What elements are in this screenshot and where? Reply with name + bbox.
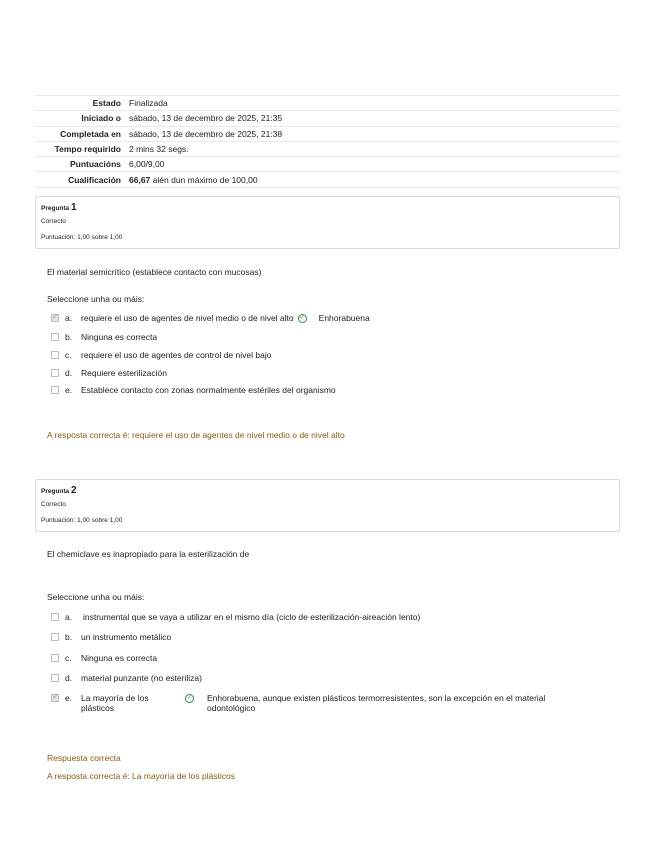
checkbox-icon[interactable] xyxy=(51,674,59,682)
question-2-prompt: Seleccione unha ou máis: xyxy=(47,592,145,602)
question-1-prompt: Seleccione unha ou máis: xyxy=(47,294,145,304)
option-text-line: La mayoría de los xyxy=(81,693,149,703)
feedback-line: odontológico xyxy=(207,703,256,713)
summary-label: Puntuacións xyxy=(35,157,129,172)
summary-row-state xyxy=(35,96,620,111)
question-number xyxy=(41,485,77,496)
grade-value: 66,67 xyxy=(129,174,151,185)
option-letter: d. xyxy=(65,673,73,683)
question-label: Pregunta xyxy=(41,205,70,212)
summary-value: 6,00/9,00 xyxy=(129,157,620,172)
summary-row-marks xyxy=(35,157,620,172)
question-1-info xyxy=(35,196,620,249)
summary-value: Finalizada xyxy=(129,96,620,111)
question-2-text: El chemiclave es inapropiado para la esterilización de xyxy=(47,549,250,559)
feedback-line: Enhorabuena, aunque existen plásticos termorresistentes, son la excepción en el material xyxy=(207,693,546,703)
summary-row-completed xyxy=(35,126,620,141)
checkbox-icon[interactable] xyxy=(51,369,59,377)
option-text: Establece contacto con zonas normalmente estériles del organismo xyxy=(81,385,336,395)
summary-label: Iniciado o xyxy=(35,111,129,126)
summary-value: sábado, 13 de decembro de 2025, 21:35 xyxy=(129,111,620,126)
option-text: requiere el uso de agentes de control de nivel bajo xyxy=(81,350,272,360)
checkbox-icon[interactable] xyxy=(51,386,59,394)
summary-label: Estado xyxy=(35,96,129,111)
question-grade: Puntuación: 1,00 sobre 1,00 xyxy=(41,234,123,241)
summary-value: 2 mins 32 segs. xyxy=(129,141,620,156)
question-label: Pregunta xyxy=(41,488,70,495)
grade-max: alén dun máximo de 100,00 xyxy=(152,174,258,185)
correct-circle-icon: ✓ xyxy=(299,315,305,322)
correct-circle-icon: ✓ xyxy=(186,695,193,701)
option-text: Ninguna es correcta xyxy=(81,653,158,663)
option-text: Requiere esterilización xyxy=(81,368,167,378)
option-letter: d. xyxy=(65,368,73,378)
option-text: instrumental que se vaya a utilizar en el mismo día (ciclo de esterilización-aireación lento) xyxy=(83,612,421,622)
option-letter: a. xyxy=(65,313,73,323)
checkbox-icon[interactable] xyxy=(51,633,59,641)
option-letter: c. xyxy=(65,653,72,663)
option-letter: e. xyxy=(65,693,73,703)
q1-right-answer: A resposta correcta é: requiere el uso de agentes de nivel medio o de nivel alto xyxy=(47,430,345,440)
question-grade: Puntuación: 1,00 sobre 1,00 xyxy=(41,517,123,524)
option-text: requiere el uso de agentes de nivel medio o de nivel alto xyxy=(81,313,294,323)
checkbox-icon[interactable] xyxy=(51,333,59,341)
option-letter: b. xyxy=(65,332,73,342)
question-1-text: El material semicrítico (establece contacto con mucosas) xyxy=(47,267,262,277)
question-state: Correcto xyxy=(41,501,66,508)
option-letter: c. xyxy=(65,350,72,360)
question-number-value: 2 xyxy=(70,485,77,496)
option-text: un instrumento metálico xyxy=(81,632,172,642)
checkbox-icon[interactable] xyxy=(51,613,59,621)
summary-label: Completada en xyxy=(35,126,129,141)
question-2-info xyxy=(35,479,620,532)
summary-label: Tempo requirido xyxy=(35,141,129,156)
option-letter: a. xyxy=(65,612,73,622)
checkbox-checked-icon[interactable] xyxy=(51,314,59,322)
option-text: Ninguna es correcta xyxy=(81,332,158,342)
q2-general-feedback: Respuesta correcta xyxy=(47,753,121,763)
option-text-line: plásticos xyxy=(81,703,115,713)
question-number xyxy=(41,202,77,213)
summary-row-grade xyxy=(35,172,620,187)
attempt-summary-table xyxy=(35,95,620,188)
checkbox-checked-icon[interactable] xyxy=(51,694,59,702)
summary-row-time xyxy=(35,141,620,156)
q2-right-answer: A resposta correcta é: La mayoría de los plásticos xyxy=(47,771,236,781)
summary-value xyxy=(129,172,620,187)
summary-label: Cualificación xyxy=(35,172,129,187)
checkbox-icon[interactable] xyxy=(51,654,59,662)
summary-row-started xyxy=(35,111,620,126)
option-feedback xyxy=(207,693,545,713)
checkbox-icon[interactable] xyxy=(51,351,59,359)
question-number-value: 1 xyxy=(70,202,77,213)
question-state: Correcto xyxy=(41,218,66,225)
option-feedback: Enhorabuena xyxy=(318,313,370,323)
option-text: material punzante (no esteriliza) xyxy=(81,673,202,683)
option-text xyxy=(81,693,149,713)
summary-value: sábado, 13 de decembro de 2025, 21:38 xyxy=(129,126,620,141)
option-letter: e. xyxy=(65,385,73,395)
option-letter: b. xyxy=(65,632,73,642)
